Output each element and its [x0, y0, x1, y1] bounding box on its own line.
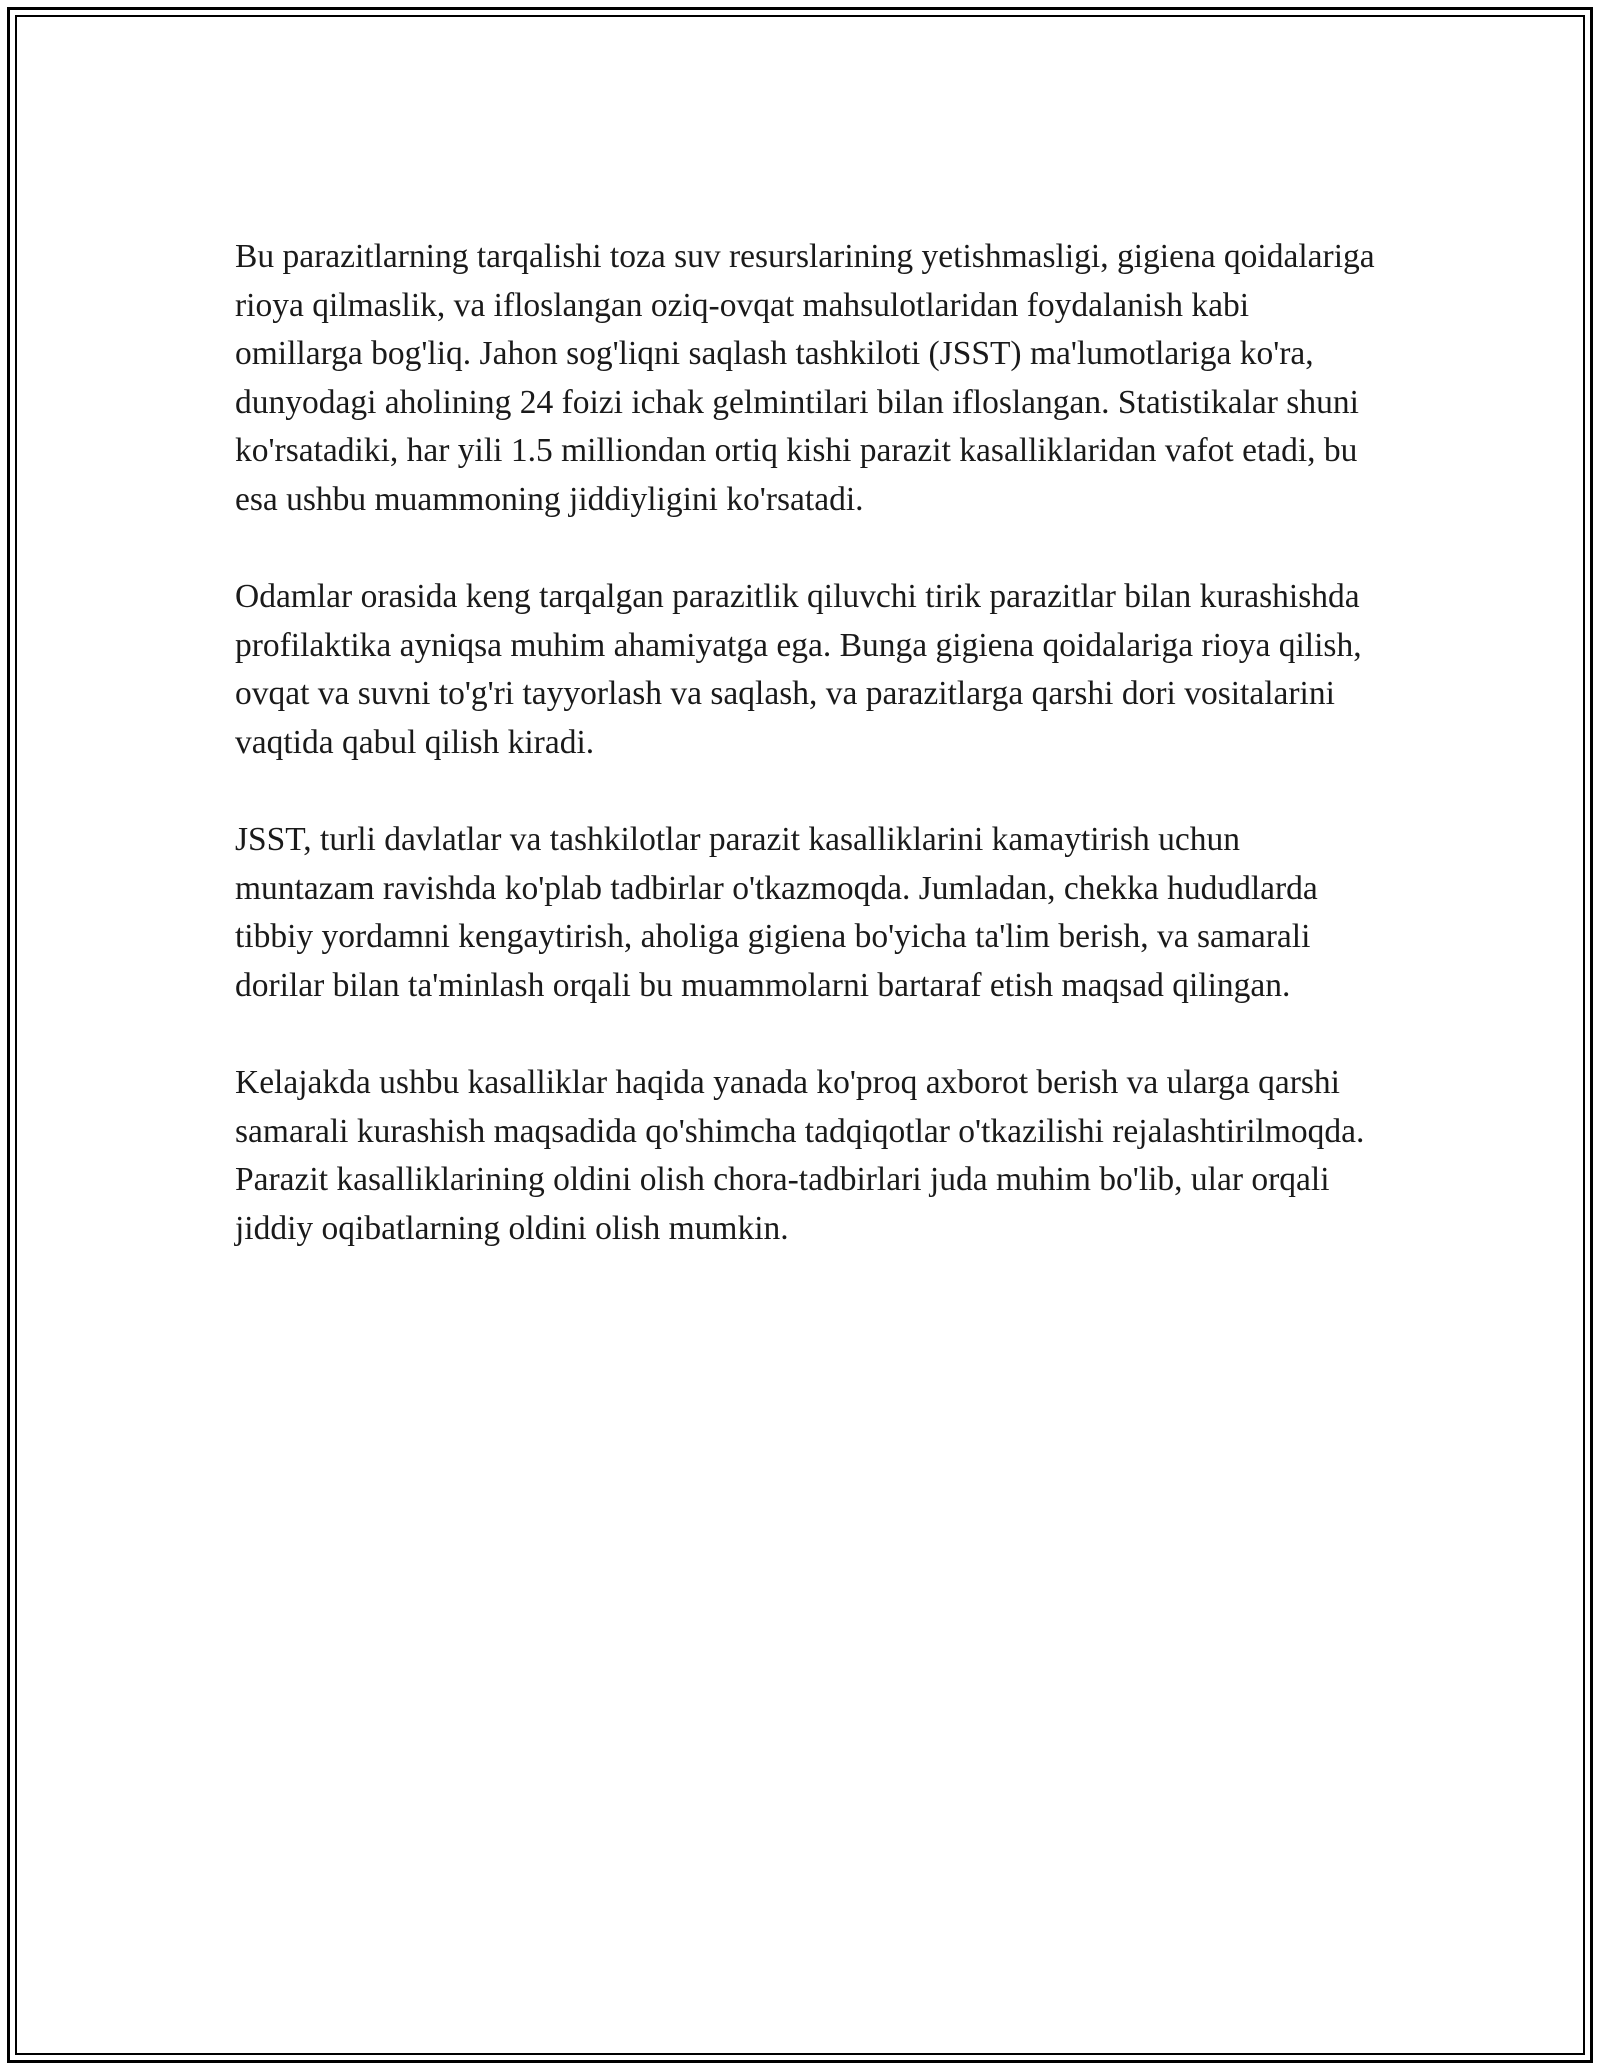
paragraph-2: Odamlar orasida keng tarqalgan parazitlik qiluvchi tirik parazitlar bilan kurashishda profilaktika ayniqsa muhim ahamiyatga ega. Bunga gigiena qoidalariga rioya qilish, ovqat va suvni to'g'ri tayyorlash va saqlash, va parazitlarga qarshi dori vositalarini vaqtida qabul qilish kiradi.	[235, 578, 1362, 761]
paragraph-4: Kelajakda ushbu kasalliklar haqida yanada ko'proq axborot berish va ularga qarshi samarali kurashish maqsadida qo'shimcha tadqiqotlar o'tkazilishi rejalashtirilmoqda. Parazit kasalliklarining oldini olish chora-tadbirlari juda muhim bo'lib, ular orqali jiddiy oqibatlarning oldini olish mumkin.	[235, 1064, 1365, 1247]
document-body	[235, 233, 1375, 1302]
paragraph-3: JSST, turli davlatlar va tashkilotlar parazit kasalliklarini kamaytirish uchun muntazam ravishda ko'plab tadbirlar o'tkazmoqda. Jumladan, chekka hududlarda tibbiy yordamni kengaytirish, aholiga gigiena bo'yicha ta'lim berish, va samarali dorilar bilan ta'minlash orqali bu muammolarni bartaraf etish maqsad qilingan.	[235, 821, 1318, 1004]
paragraph-1: Bu parazitlarning tarqalishi toza suv resurslarining yetishmasligi, gigiena qoidalariga rioya qilmaslik, va ifloslangan oziq-ovqat mahsulotlaridan foydalanish kabi omillarga bog'liq. Jahon sog'liqni saqlash tashkiloti (JSST) ma'lumotlariga ko'ra, dunyodagi aholining 24 foizi ichak gelmintilari bilan ifloslangan. Statistikalar shuni ko'rsatadiki, har yili 1.5 milliondan ortiq kishi parazit kasalliklaridan vafot etadi, bu esa ushbu muammoning jiddiyligini ko'rsatadi.	[235, 238, 1375, 518]
